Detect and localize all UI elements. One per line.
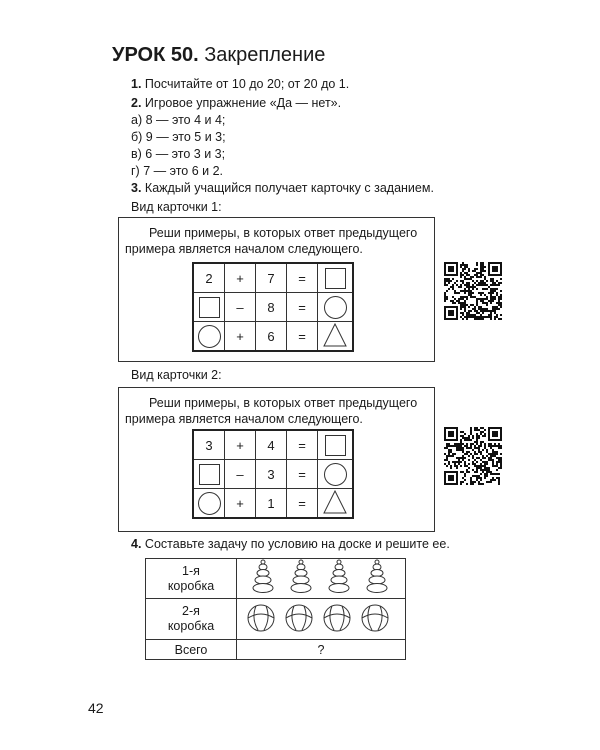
grid-cell: = <box>287 489 318 519</box>
grid-cell: + <box>225 430 256 460</box>
pyramid-toys-row <box>241 559 401 595</box>
circle-shape <box>198 325 221 348</box>
table-row <box>193 489 353 519</box>
answer-cell <box>318 293 354 322</box>
task-1-number: 1. <box>131 77 142 91</box>
box-1-items <box>237 559 406 599</box>
grid-cell: = <box>287 322 318 352</box>
circle-shape <box>198 492 221 515</box>
task-3-text: Каждый учащийся получает карточку с заданием. <box>144 181 434 195</box>
task-2-item: г) 7 — это 6 и 2. <box>131 164 224 178</box>
card-2-instruction-line1: Реши примеры, в которых ответ предыдущего <box>149 396 418 410</box>
box-2-items <box>237 599 406 640</box>
square-shape <box>199 464 220 485</box>
task-2 <box>131 95 341 111</box>
box-2-label <box>146 599 237 640</box>
card-2-label: Вид карточки 2: <box>131 368 222 382</box>
grid-cell: 3 <box>256 460 287 489</box>
start-cell <box>193 489 225 519</box>
square-shape <box>325 268 346 289</box>
answer-cell <box>318 263 354 293</box>
card-2-examples-grid <box>192 429 354 519</box>
grid-cell: = <box>287 460 318 489</box>
ball-icon <box>286 605 312 631</box>
table-row <box>146 599 406 640</box>
table-row <box>193 263 353 293</box>
task-2-item: б) 9 — это 5 и 3; <box>131 130 226 144</box>
table-row <box>193 430 353 460</box>
balls-row <box>241 600 401 636</box>
total-label: Всего <box>146 640 237 660</box>
pyramid-toy-icon <box>291 560 311 593</box>
task-1-text: Посчитайте от 10 до 20; от 20 до 1. <box>144 77 350 91</box>
lesson-title <box>112 44 325 67</box>
page-number: 42 <box>88 700 104 716</box>
answer-cell <box>318 430 354 460</box>
grid-cell: 4 <box>256 430 287 460</box>
grid-cell: = <box>287 293 318 322</box>
card-1-instruction-line1: Реши примеры, в которых ответ предыдущего <box>149 226 418 240</box>
triangle-shape <box>323 490 347 514</box>
task-3-number: 3. <box>131 181 142 195</box>
grid-cell: + <box>225 322 256 352</box>
card-1-examples-grid <box>192 262 354 352</box>
lesson-label: УРОК 50. <box>112 44 199 66</box>
ball-icon <box>248 605 274 631</box>
grid-cell: 7 <box>256 263 287 293</box>
table-row <box>193 322 353 352</box>
box-1-label-line2: коробка <box>167 578 215 593</box>
start-cell <box>193 322 225 352</box>
card-1-label: Вид карточки 1: <box>131 200 222 214</box>
start-cell <box>193 293 225 322</box>
task-2-number: 2. <box>131 96 142 110</box>
task-4-table <box>145 558 406 660</box>
table-row <box>193 293 353 322</box>
card-2-instruction-line2: примера является началом следующего. <box>125 412 363 426</box>
square-shape <box>199 297 220 318</box>
answer-cell <box>318 322 354 352</box>
grid-cell: = <box>287 430 318 460</box>
table-row <box>193 460 353 489</box>
grid-cell: 8 <box>256 293 287 322</box>
task-4 <box>131 536 450 552</box>
lesson-topic: Закрепление <box>204 44 326 66</box>
task-3 <box>131 180 434 196</box>
square-shape <box>325 435 346 456</box>
grid-cell: 2 <box>193 263 225 293</box>
task-card-2 <box>118 387 435 532</box>
start-cell <box>193 460 225 489</box>
task-card-1 <box>118 217 435 362</box>
grid-cell: + <box>225 263 256 293</box>
task-2-item: а) 8 — это 4 и 4; <box>131 113 226 127</box>
answer-cell <box>318 460 354 489</box>
total-value: ? <box>237 640 406 660</box>
task-2-item: в) 6 — это 3 и 3; <box>131 147 226 161</box>
grid-cell: – <box>225 460 256 489</box>
card-1-instruction-line2: примера является началом следующего. <box>125 242 363 256</box>
grid-cell: 1 <box>256 489 287 519</box>
grid-cell: 3 <box>193 430 225 460</box>
grid-cell: – <box>225 293 256 322</box>
task-1 <box>131 76 349 92</box>
ball-icon <box>362 605 388 631</box>
pyramid-toy-icon <box>329 560 349 593</box>
ball-icon <box>324 605 350 631</box>
answer-cell <box>318 489 354 519</box>
grid-cell: + <box>225 489 256 519</box>
box-1-label-line1: 1-я <box>182 563 200 578</box>
table-row <box>146 640 406 660</box>
table-row <box>146 559 406 599</box>
qr-code-icon <box>444 262 502 320</box>
task-2-text: Игровое упражнение «Да — нет». <box>144 96 342 110</box>
triangle-shape <box>323 323 347 347</box>
pyramid-toy-icon <box>367 560 387 593</box>
box-2-label-line1: 2-я <box>182 604 200 618</box>
circle-shape <box>324 296 347 319</box>
grid-cell: 6 <box>256 322 287 352</box>
qr-code-icon <box>444 427 502 485</box>
pyramid-toy-icon <box>253 560 273 593</box>
box-1-label <box>146 559 237 599</box>
task-4-number: 4. <box>131 537 142 551</box>
circle-shape <box>324 463 347 486</box>
task-4-text: Составьте задачу по условию на доске и решите ее. <box>144 537 450 551</box>
box-2-label-line2: коробка <box>167 619 215 633</box>
grid-cell: = <box>287 263 318 293</box>
